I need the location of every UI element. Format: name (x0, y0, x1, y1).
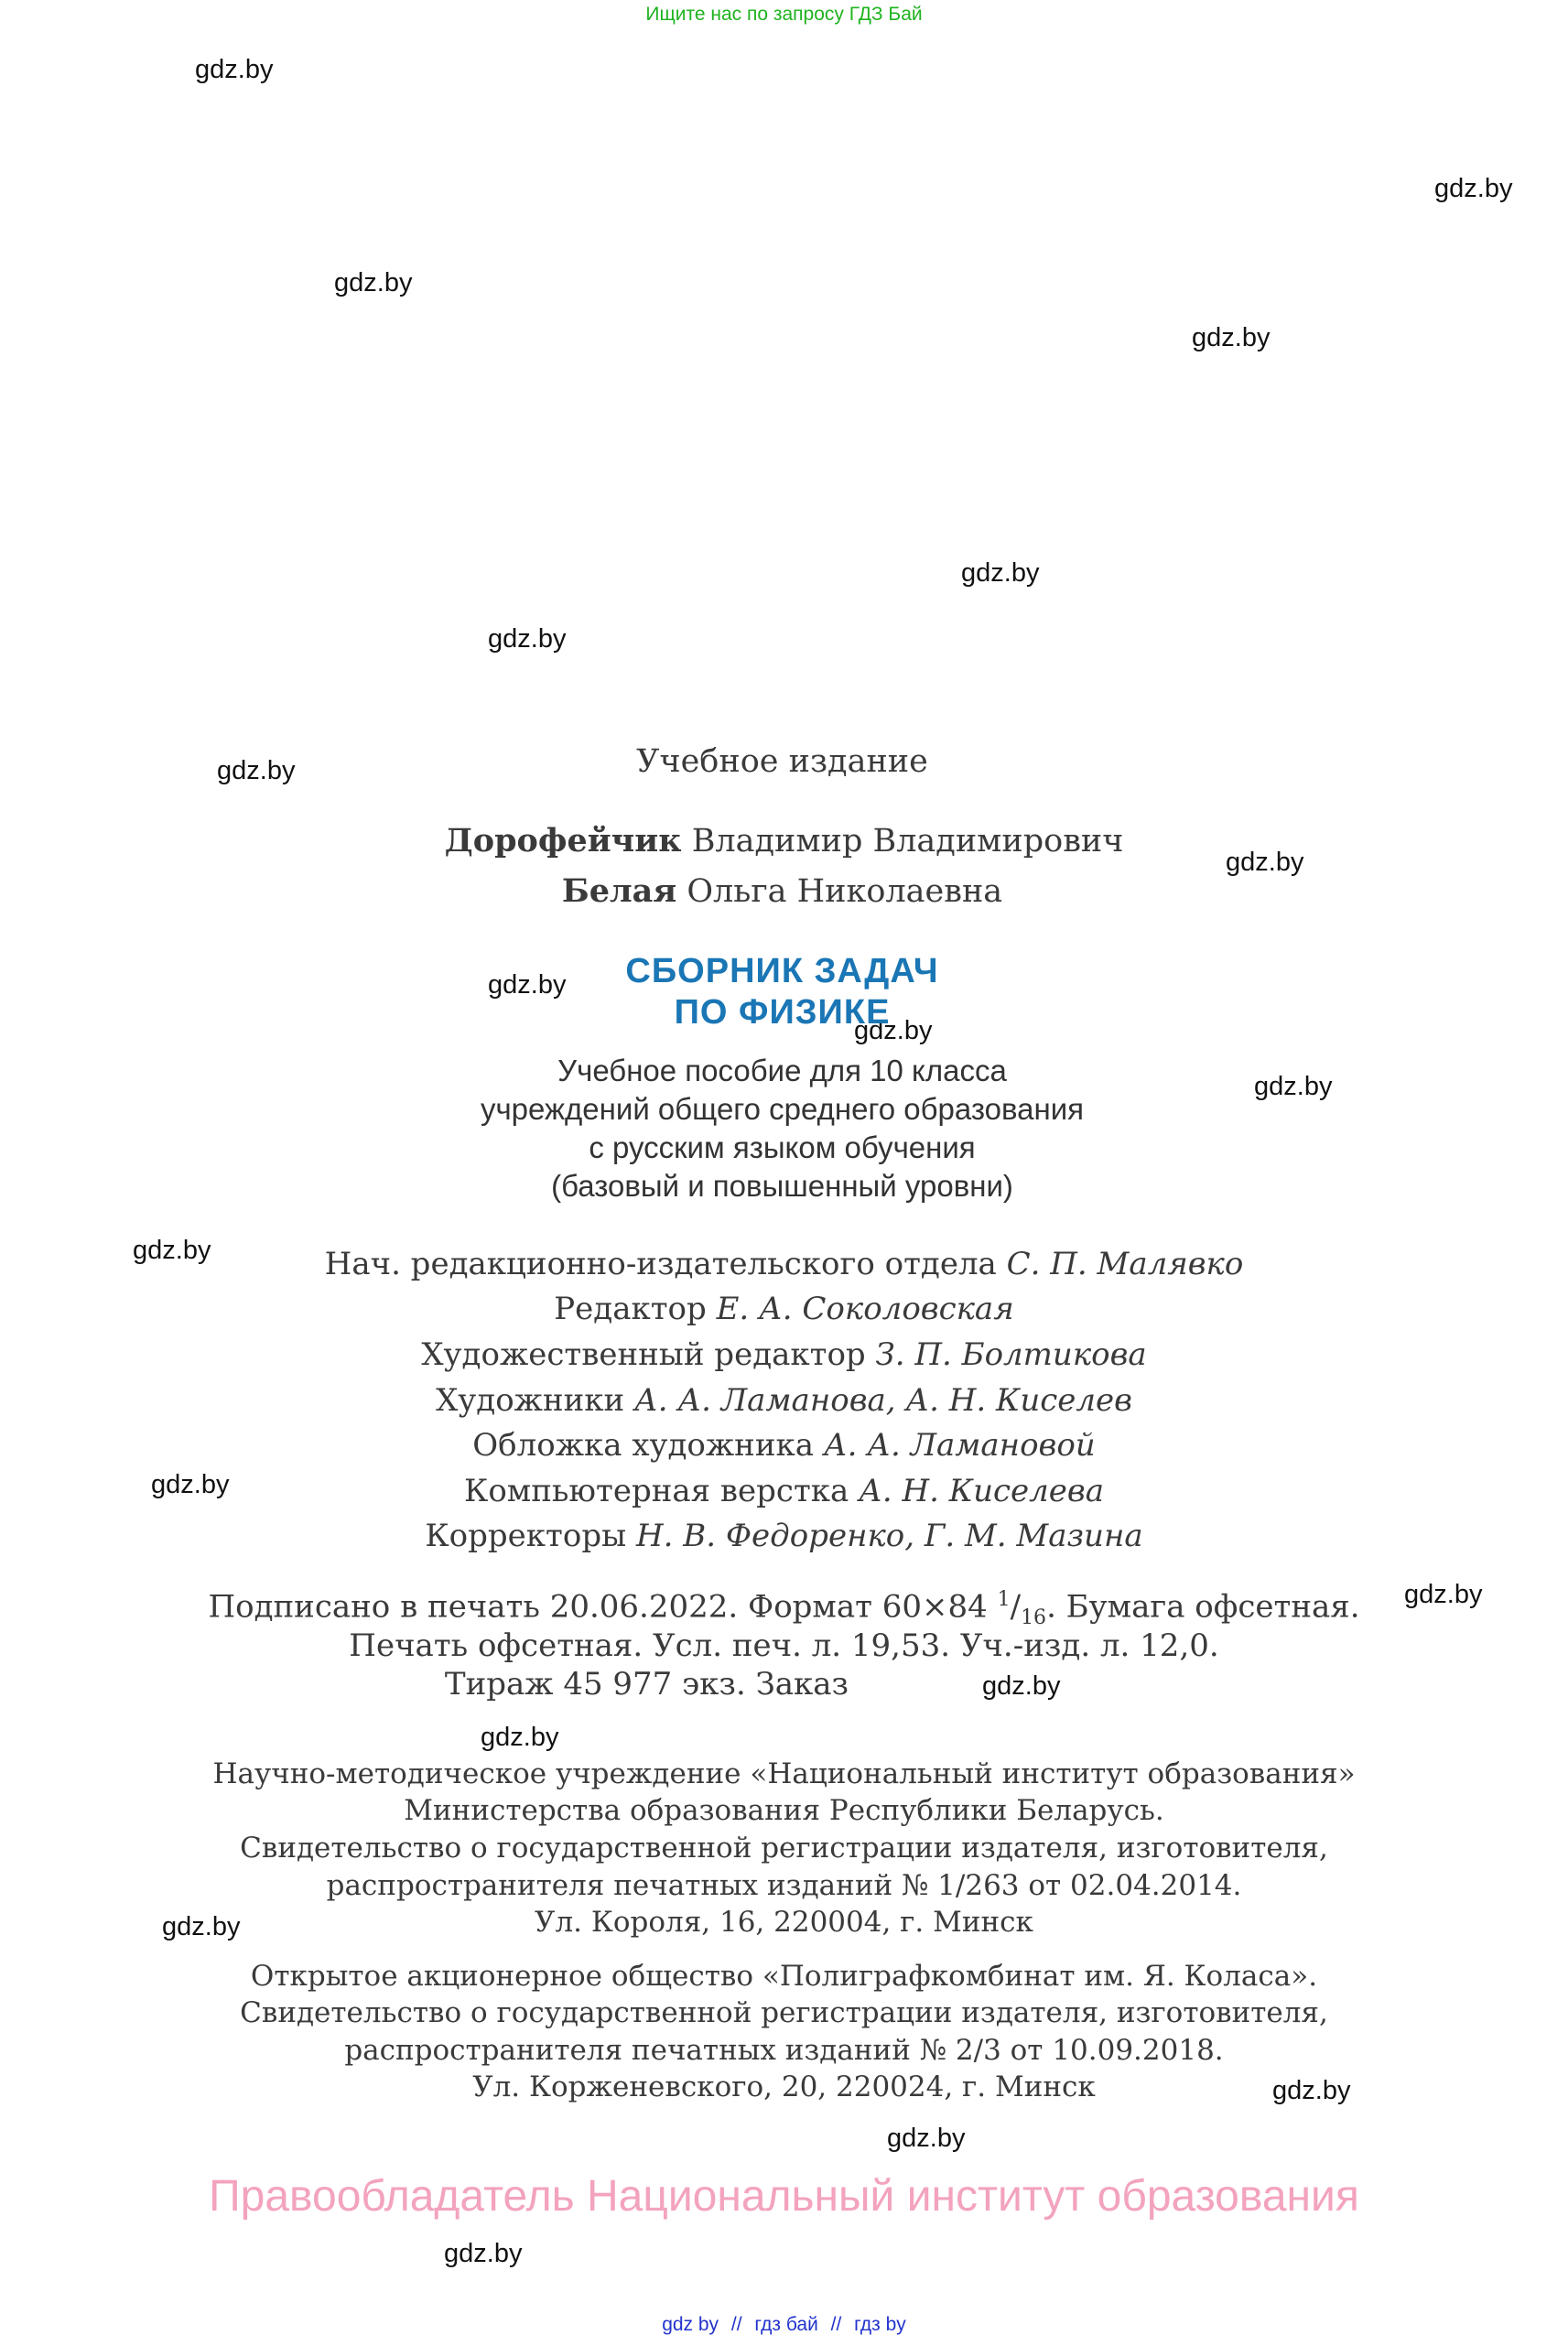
author-surname: Дорофейчик (444, 822, 682, 859)
author-name: Ольга Николаевна (687, 873, 1003, 910)
author-name: Владимир Владимирович (691, 823, 1124, 859)
staff-person: С. П. Малявко (1006, 1246, 1244, 1282)
subtitle-line: с русским языком обучения (589, 1130, 976, 1164)
watermark: gdz.by (334, 268, 413, 297)
staff-person: З. П. Болтикова (875, 1336, 1147, 1373)
printer-line: Свидетельство о государственной регистрации издателя, изготовителя, (240, 1996, 1328, 2029)
print-info-line: Тираж 45 977 экз. Заказ (444, 1666, 849, 1703)
footer-link-gdz-by-cyr[interactable]: гдз by (854, 2314, 906, 2335)
watermark: gdz.by (1434, 174, 1513, 203)
watermark: gdz.by (133, 1236, 211, 1265)
watermark: gdz.by (481, 1723, 559, 1752)
footer-separator: // (830, 2314, 842, 2335)
edition-type: Учебное издание (636, 743, 928, 780)
watermark: gdz.by (854, 1016, 933, 1045)
staff-credit (0, 1473, 1568, 1509)
subtitle-line: (базовый и повышенный уровни) (551, 1169, 1013, 1203)
staff-credit (0, 1427, 1568, 1464)
subtitle-line: учреждений общего среднего образования (480, 1092, 1085, 1126)
staff-credit (0, 1246, 1568, 1282)
staff-role: Нач. редакционно-издательского отдела (324, 1246, 997, 1282)
format-fraction-denominator: 16 (1021, 1606, 1047, 1630)
book-title-line2: ПО ФИЗИКЕ (674, 993, 891, 1032)
watermark: gdz.by (162, 1912, 241, 1941)
print-format: Подписано в печать 20.06.2022. Формат 60×84 (208, 1588, 988, 1626)
staff-role: Компьютерная верстка (464, 1473, 849, 1509)
printer-line: распространителя печатных изданий № 2/3 от 10.09.2018. (344, 2034, 1224, 2067)
watermark: gdz.by (217, 756, 296, 785)
staff-credit (0, 1291, 1568, 1327)
author-line (0, 872, 1566, 910)
author-surname: Белая (561, 872, 677, 910)
print-info-line: Подписано в печать 20.06.2022. Формат 60×84 $^1/_{16}$. Бумага офсетная. (208, 1588, 1360, 1630)
staff-person: А. А. Ламановой (823, 1427, 1096, 1464)
print-info-line: Печать офсетная. Усл. печ. л. 19,53. Уч.-изд. л. 12,0. (349, 1627, 1219, 1664)
staff-person: А. Н. Киселева (859, 1473, 1104, 1509)
book-title-line1: СБОРНИК ЗАДАЧ (625, 952, 939, 990)
staff-person: А. А. Ламанова, А. Н. Киселев (634, 1382, 1132, 1419)
publisher-line: распространителя печатных изданий № 1/263 от 02.04.2014. (326, 1869, 1242, 1902)
subtitle-line: Учебное пособие для 10 класса (557, 1054, 1007, 1087)
publisher-line: Ул. Короля, 16, 220004, г. Минск (535, 1906, 1033, 1939)
staff-role: Художественный редактор (421, 1336, 866, 1373)
staff-role: Корректоры (425, 1518, 627, 1554)
watermark: gdz.by (887, 2124, 966, 2153)
staff-role: Редактор (554, 1291, 707, 1327)
publisher-line: Научно-методическое учреждение «Национальный институт образования» (212, 1757, 1356, 1790)
watermark: gdz.by (151, 1470, 230, 1499)
watermark: gdz.by (488, 624, 567, 654)
footer-links (0, 2314, 1568, 2336)
staff-credit (0, 1518, 1568, 1554)
footer-link-gdz-by[interactable]: gdz by (662, 2314, 719, 2335)
staff-person: Н. В. Федоренко, Г. М. Мазина (635, 1518, 1143, 1554)
rights-holder: Правообладатель Национальный институт образования (209, 2172, 1359, 2221)
watermark: gdz.by (1254, 1072, 1333, 1101)
printer-line: Открытое акционерное общество «Полиграфкомбинат им. Я. Коласа». (250, 1960, 1318, 1993)
publisher-line: Министерства образования Республики Беларусь. (404, 1794, 1164, 1827)
staff-credit (0, 1382, 1568, 1419)
footer-link-gdz-bai[interactable]: гдз бай (754, 2314, 818, 2335)
watermark: gdz.by (1226, 848, 1304, 877)
staff-role: Художники (436, 1382, 625, 1419)
watermark: gdz.by (961, 558, 1040, 588)
top-banner[interactable]: Ищите нас по запросу ГДЗ Бай (645, 4, 923, 25)
publisher-line: Свидетельство о государственной регистрации издателя, изготовителя, (240, 1832, 1328, 1865)
watermark: gdz.by (1404, 1580, 1483, 1609)
print-paper: . Бумага офсетная. (1046, 1588, 1360, 1626)
format-fraction-numerator: 1 (997, 1588, 1011, 1611)
watermark: gdz.by (1272, 2076, 1351, 2105)
watermark: gdz.by (444, 2239, 523, 2268)
watermark: gdz.by (982, 1671, 1061, 1701)
author-line (0, 822, 1568, 859)
staff-credit (0, 1336, 1568, 1373)
printer-line: Ул. Корженевского, 20, 220024, г. Минск (472, 2070, 1096, 2103)
footer-separator: // (730, 2314, 742, 2335)
watermark: gdz.by (195, 55, 274, 84)
watermark: gdz.by (488, 970, 567, 1000)
staff-role: Обложка художника (472, 1427, 815, 1464)
watermark: gdz.by (1192, 323, 1271, 352)
staff-person: Е. А. Соколовская (716, 1291, 1014, 1327)
